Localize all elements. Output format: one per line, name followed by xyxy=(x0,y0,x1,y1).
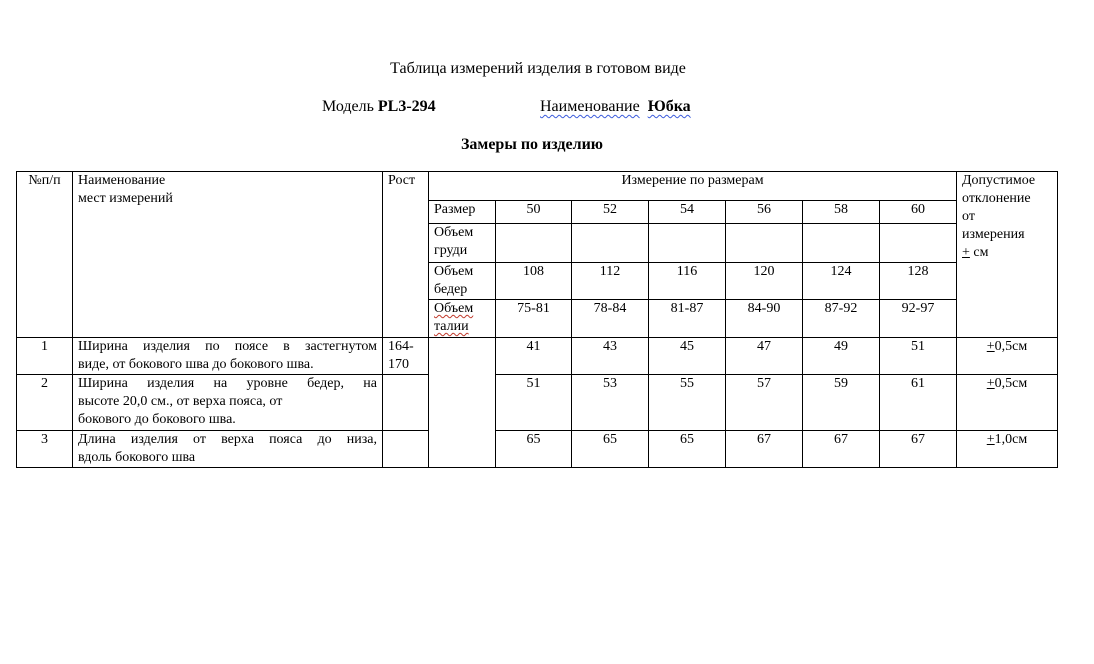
col-header-name xyxy=(73,172,383,338)
section-subtitle: Замеры по изделию xyxy=(460,136,604,153)
model-value: PL3-294 xyxy=(377,98,436,115)
size-value: 52 xyxy=(572,201,649,224)
table-row xyxy=(17,338,1058,375)
row-num: 3 xyxy=(17,431,73,468)
col-header-height: Рост xyxy=(383,172,429,338)
chest-value xyxy=(496,224,572,263)
size-label: Размер xyxy=(429,201,496,224)
row-value: 51 xyxy=(496,375,572,431)
row-name-line3: бокового до бокового шва. xyxy=(78,412,236,427)
row-value: 55 xyxy=(649,375,726,431)
measurement-table xyxy=(16,171,1058,468)
model-label: Модель xyxy=(322,98,374,115)
product-name-value: Юбка xyxy=(647,98,691,115)
chest-label-line2: груди xyxy=(434,243,468,258)
col-header-tolerance xyxy=(957,172,1058,338)
product-name-line xyxy=(540,98,691,116)
row-value: 47 xyxy=(726,338,803,375)
row-value: 61 xyxy=(880,375,957,431)
tol-value: 1,0см xyxy=(994,432,1028,447)
hips-value: 120 xyxy=(726,263,803,300)
row-height xyxy=(383,338,429,375)
row-value: 45 xyxy=(649,338,726,375)
row-name xyxy=(73,375,383,431)
row-height xyxy=(383,431,429,468)
chest-value xyxy=(726,224,803,263)
tol-line3: от xyxy=(962,209,975,224)
blank-cell xyxy=(429,338,496,468)
row-name-line1: Ширина изделия на уровне бедер, на xyxy=(78,376,377,391)
hips-label-line2: бедер xyxy=(434,282,468,297)
col-header-name-line2: мест измерений xyxy=(78,191,173,206)
waist-value: 75-81 xyxy=(496,300,572,338)
row-value: 67 xyxy=(803,431,880,468)
waist-label-line1: Объем xyxy=(434,301,474,316)
row-value: 65 xyxy=(649,431,726,468)
tol-value: 0,5см xyxy=(994,376,1028,391)
tol-line2: отклонение xyxy=(962,191,1031,206)
size-value: 58 xyxy=(803,201,880,224)
waist-value: 92-97 xyxy=(880,300,957,338)
size-value: 54 xyxy=(649,201,726,224)
hips-value: 128 xyxy=(880,263,957,300)
hips-label-line1: Объем xyxy=(434,264,474,279)
table-row xyxy=(17,375,1058,431)
row-name-line1: Ширина изделия по поясе в застегнутом xyxy=(78,339,377,354)
row-height xyxy=(383,375,429,431)
col-header-name-line1: Наименование xyxy=(78,173,166,188)
size-value: 60 xyxy=(880,201,957,224)
page-title: Таблица измерений изделия в готовом виде xyxy=(390,60,686,77)
hips-value: 116 xyxy=(649,263,726,300)
waist-value: 81-87 xyxy=(649,300,726,338)
row-height-line2: 170 xyxy=(388,357,409,372)
row-value: 43 xyxy=(572,338,649,375)
row-value: 65 xyxy=(496,431,572,468)
row-name-line2: высоте 20,0 см., от верха пояса, от xyxy=(78,394,283,409)
row-name-line1: Длина изделия от верха пояса до низа, xyxy=(78,432,377,447)
model-line xyxy=(322,98,436,116)
chest-label xyxy=(429,224,496,263)
tol-sign: + xyxy=(986,339,995,354)
row-value: 65 xyxy=(572,431,649,468)
row-tolerance xyxy=(957,431,1058,468)
size-value: 50 xyxy=(496,201,572,224)
tol-unit: см xyxy=(969,245,989,260)
tol-plusminus: + xyxy=(962,245,970,260)
chest-value xyxy=(880,224,957,263)
tol-line4: измерения xyxy=(962,227,1025,242)
row-value: 51 xyxy=(880,338,957,375)
hips-label xyxy=(429,263,496,300)
row-num: 1 xyxy=(17,338,73,375)
row-name-line2: виде, от бокового шва до бокового шва. xyxy=(78,357,314,372)
hips-value: 112 xyxy=(572,263,649,300)
row-value: 67 xyxy=(880,431,957,468)
row-height-line1: 164- xyxy=(388,339,414,354)
table-row xyxy=(17,431,1058,468)
waist-value: 84-90 xyxy=(726,300,803,338)
tol-sign: + xyxy=(986,376,995,391)
row-value: 59 xyxy=(803,375,880,431)
waist-value: 78-84 xyxy=(572,300,649,338)
size-value: 56 xyxy=(726,201,803,224)
chest-value xyxy=(572,224,649,263)
tol-line1: Допустимое xyxy=(962,173,1036,188)
row-num: 2 xyxy=(17,375,73,431)
hips-value: 108 xyxy=(496,263,572,300)
row-value: 49 xyxy=(803,338,880,375)
row-value: 57 xyxy=(726,375,803,431)
row-value: 53 xyxy=(572,375,649,431)
tol-value: 0,5см xyxy=(994,339,1028,354)
row-value: 41 xyxy=(496,338,572,375)
waist-label xyxy=(429,300,496,338)
row-tolerance xyxy=(957,338,1058,375)
row-value: 67 xyxy=(726,431,803,468)
chest-value xyxy=(649,224,726,263)
product-name-label: Наименование xyxy=(540,98,640,115)
row-tolerance xyxy=(957,375,1058,431)
waist-label-line2: талии xyxy=(434,319,469,334)
row-name xyxy=(73,338,383,375)
chest-value xyxy=(803,224,880,263)
row-name xyxy=(73,431,383,468)
hips-value: 124 xyxy=(803,263,880,300)
tol-line5 xyxy=(962,244,1052,262)
header-row xyxy=(17,172,1058,201)
tol-sign: + xyxy=(986,432,995,447)
col-header-num: №п/п xyxy=(17,172,73,338)
col-header-sizes: Измерение по размерам xyxy=(429,172,957,201)
row-name-line2: вдоль бокового шва xyxy=(78,450,196,465)
waist-value: 87-92 xyxy=(803,300,880,338)
chest-label-line1: Объем xyxy=(434,225,474,240)
